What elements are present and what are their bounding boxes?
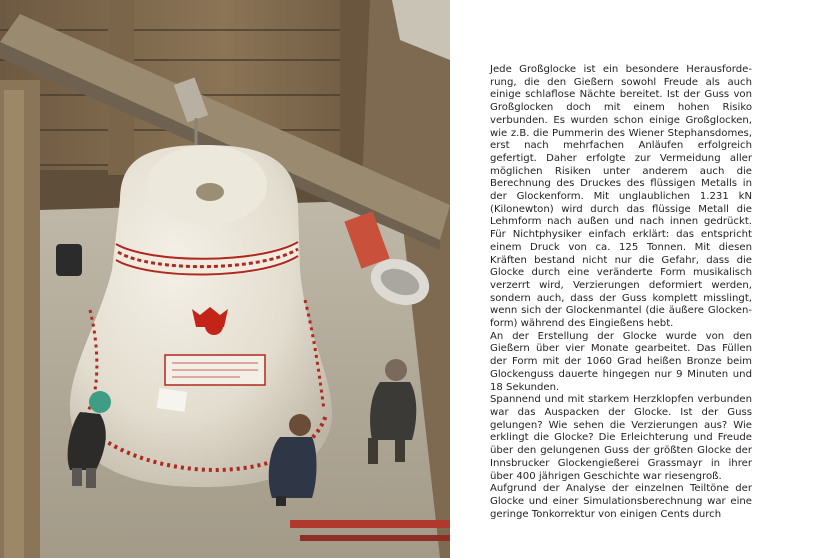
article-text — [490, 64, 752, 521]
article-paragraph: Jede Großglocke ist ein besondere Herausforderung, die den Gießern sowohl Freude als auch einige schlaflose Nächte bereitet. Ist der Guss von Großglocken doch mit einem hohen Risiko verbunden. Es wurden schon einige Großglocken, wie z.B. die Pummerin des Wiener Stephansdomes, erst nach mehrfachen Anläufen erfolgreich gefertigt. Daher erfolgte zur Vermeidung aller möglichen Risiken unter anderem auch die Berechnung des Druckes des flüssigen Metalls in der Glockenform. Mit unglaublichen 1.231 kN (Kilonewton) wird durch das flüssige Metall die Lehmform nach außen und nach innen gedrückt. Für Nichtphysiker einfach erklärt: das entspricht einem Druck von ca. 125 Tonnen. Mit diesen Kräften bestand nicht nur die Gefahr, dass die Glocke durch eine veränderte Form musikalisch verzerrt wird, Verzierungen deformiert werden, sondern auch, dass der Guss komplett misslingt, wenn sich der Glockenmantel (die äußere Glockenform) während des Eingießens hebt. — [490, 64, 752, 330]
article-paragraph: Aufgrund der Analyse der einzelnen Teiltöne der Glocke und einer Simulationsberechnung war eine geringe Tonkorrektur von einigen Cents durch — [490, 483, 752, 520]
article-paragraph: Spannend und mit starkem Herzklopfen verbunden war das Auspacken der Glocke. Ist der Guss gelungen? Wie sehen die Verzierungen aus? Wie erklingt die Glocke? Die Erleichterung und Freude über den gelungenen Guss der größten Glocke der Innsbrucker Glockengießerei Grassmayr in ihrer über 400 jährigen Geschichte war riesengroß. — [490, 394, 752, 482]
article-paragraph: An der Erstellung der Glocke wurde von den Gießern über vier Monate gearbeitet. Das Füllen der Form mit der 1060 Grad heißen Bronze beim Glockenguss dauerte hingegen nur 9 Minuten und 18 Sekunden. — [490, 330, 752, 393]
